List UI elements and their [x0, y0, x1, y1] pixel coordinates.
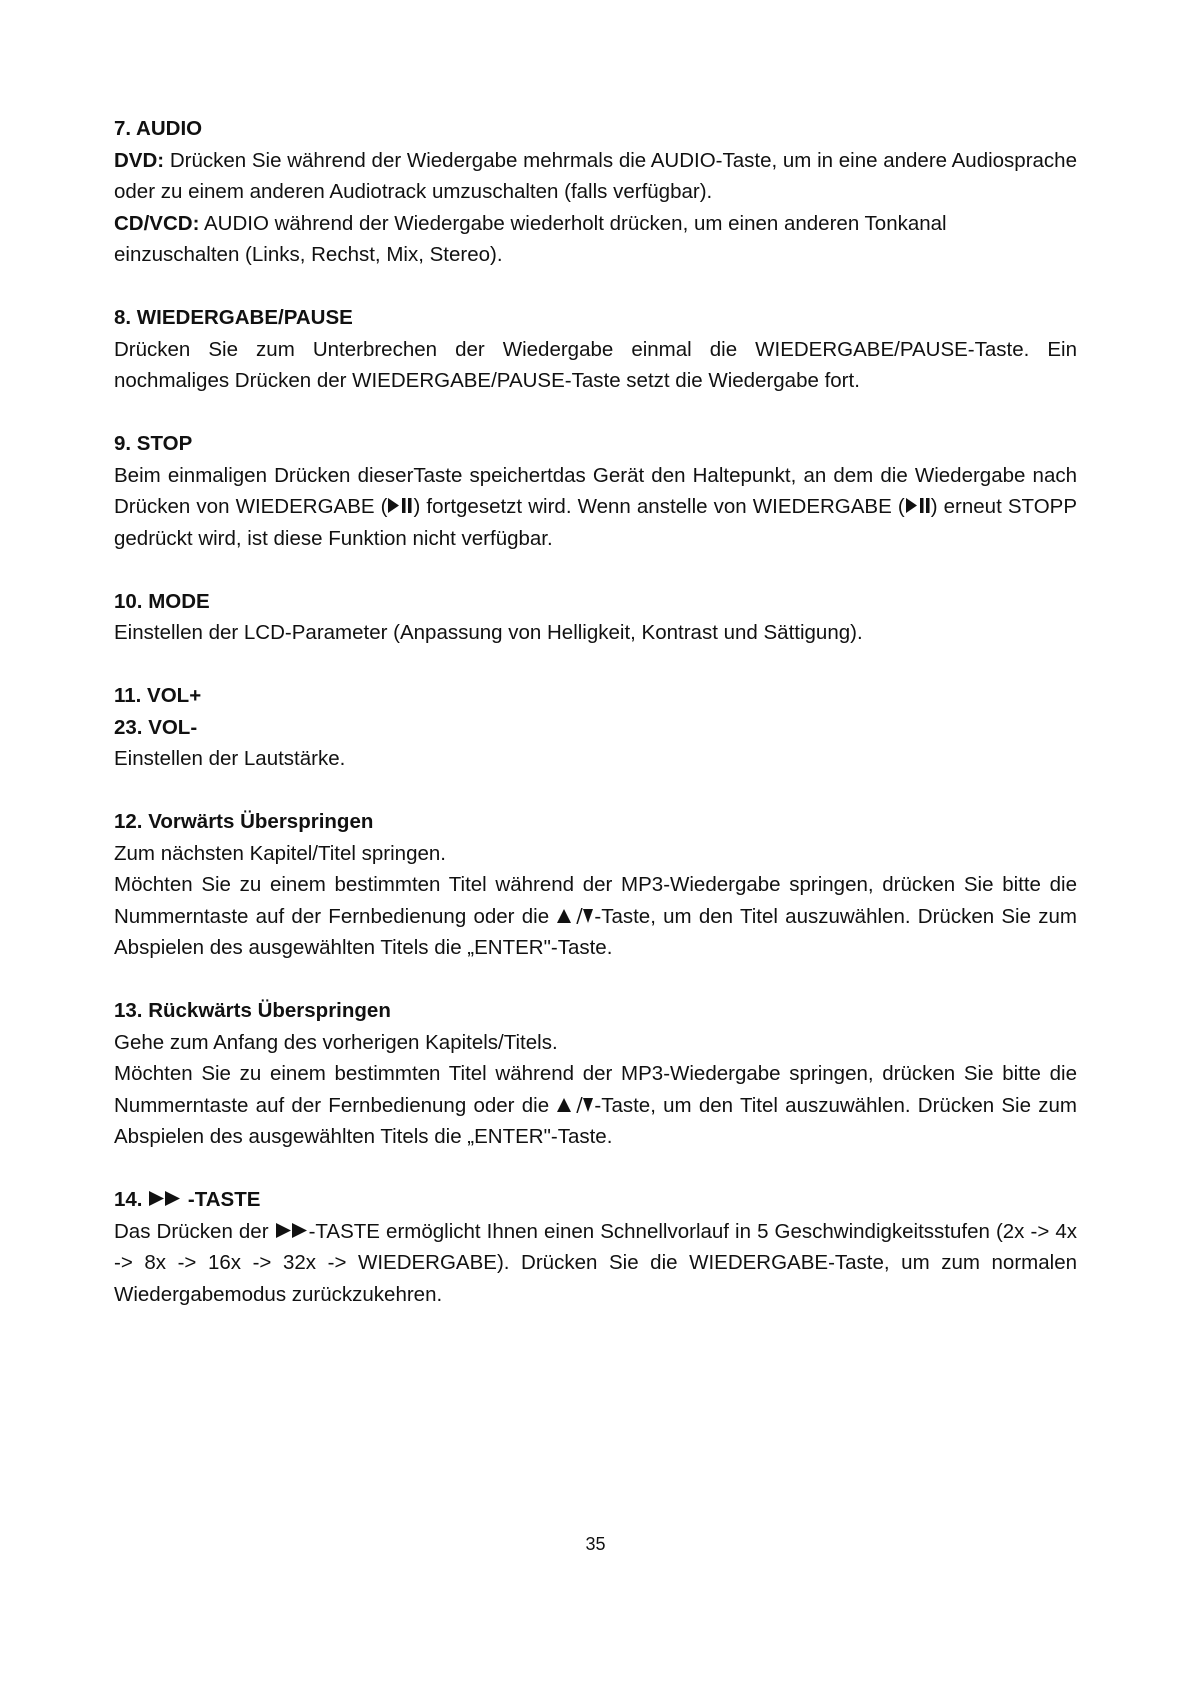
document-body	[114, 113, 1077, 1342]
page-number: 35	[585, 1534, 606, 1554]
play-pause-icon	[387, 497, 413, 514]
paragraph-text: ) erneut STOPP gedrückt wird, ist diese Funktion nicht verfügbar.	[114, 495, 1077, 550]
section-mode	[114, 586, 1077, 649]
section-heading: 7. AUDIO	[114, 117, 203, 140]
section-heading: 23. VOL-	[114, 715, 198, 739]
up-down-arrows-icon	[556, 908, 594, 924]
section-fast-forward	[114, 1184, 1077, 1310]
section-skip-backward	[114, 995, 1077, 1153]
paragraph-text: -TASTE ermöglicht Ihnen einen Schnellvorlauf in 5 Geschwindigkeitsstufen (2x -> 4x -> 8x -> 16x -> 32x -> WIEDERGABE). Drücken Sie die WIEDERGABE-Taste, um zum normalen Wiedergabemodus zurückzukehren.	[114, 1219, 1077, 1306]
paragraph-text: AUDIO während der Wiedergabe wiederholt drücken, um einen anderen Tonkanal	[199, 211, 947, 235]
section-heading: 10. MODE	[114, 589, 210, 613]
fast-forward-icon	[275, 1222, 309, 1239]
section-skip-forward	[114, 806, 1077, 964]
section-heading: 11. VOL+	[114, 684, 202, 707]
paragraph-text: Das Drücken der	[114, 1219, 275, 1243]
label-dvd: DVD:	[114, 148, 165, 172]
heading-number: 14.	[114, 1188, 143, 1211]
paragraph-text: -Taste, um den Titel auszuwählen. Drücken Sie zum Abspielen des ausgewählten Titels die „ENTER"-Taste.	[114, 904, 1077, 959]
paragraph: Zum nächsten Kapitel/Titel springen.	[114, 841, 446, 865]
section-heading	[114, 1184, 1077, 1216]
section-heading: 12. Vorwärts Überspringen	[114, 810, 374, 833]
label-cdvcd: CD/VCD:	[114, 211, 200, 235]
paragraph	[114, 460, 1077, 555]
paragraph: Gehe zum Anfang des vorherigen Kapitels/Titels.	[114, 1030, 558, 1054]
section-audio	[114, 113, 1077, 271]
section-volume	[114, 680, 1077, 775]
paragraph-text: -Taste, um den Titel auszuwählen. Drücken Sie zum Abspielen des ausgewählten Titels die „ENTER"-Taste.	[114, 1093, 1077, 1148]
paragraph	[114, 869, 1077, 964]
section-heading: 13. Rückwärts Überspringen	[114, 999, 391, 1022]
paragraph: einzuschalten (Links, Rechst, Mix, Stereo).	[114, 243, 503, 266]
paragraph: Einstellen der LCD-Parameter (Anpassung von Helligkeit, Kontrast und Sättigung).	[114, 621, 863, 644]
paragraph	[114, 1216, 1077, 1311]
section-heading: 9. STOP	[114, 432, 193, 455]
paragraph-text: Beim einmaligen Drücken dieserTaste speichertdas Gerät den Haltepunkt, an dem die Wiedergabe nach Drücken von WIEDERGABE (	[114, 463, 1077, 518]
section-heading: 8. WIEDERGABE/PAUSE	[114, 306, 353, 329]
paragraph: Drücken Sie zum Unterbrechen der Wiedergabe einmal die WIEDERGABE/PAUSE-Taste. Ein nochmaliges Drücken der WIEDERGABE/PAUSE-Taste setzt die Wiedergabe fort.	[114, 337, 1077, 392]
paragraph-text: Möchten Sie zu einem bestimmten Titel während der MP3-Wiedergabe springen, drücken Sie bitte die Nummerntaste auf der Fernbedienung oder die	[114, 873, 1077, 928]
paragraph-text: Drücken Sie während der Wiedergabe mehrmals die AUDIO-Taste, um in eine andere Audiosprache oder zu einem anderen Audiotrack umzuschalten (falls verfügbar).	[114, 148, 1077, 203]
paragraph-text: ) fortgesetzt wird. Wenn anstelle von WIEDERGABE (	[413, 495, 905, 518]
section-play-pause	[114, 302, 1077, 397]
heading-text: -TASTE	[187, 1188, 261, 1211]
up-down-arrows-icon	[556, 1097, 594, 1113]
paragraph	[114, 208, 1077, 240]
fast-forward-icon	[148, 1190, 182, 1207]
section-stop	[114, 428, 1077, 554]
paragraph	[114, 1058, 1077, 1153]
paragraph-text: Möchten Sie zu einem bestimmten Titel während der MP3-Wiedergabe springen, drücken Sie bitte die Nummerntaste auf der Fernbedienung oder die	[114, 1062, 1077, 1117]
paragraph: Einstellen der Lautstärke.	[114, 747, 346, 770]
play-pause-icon	[905, 497, 931, 514]
paragraph	[114, 145, 1077, 208]
